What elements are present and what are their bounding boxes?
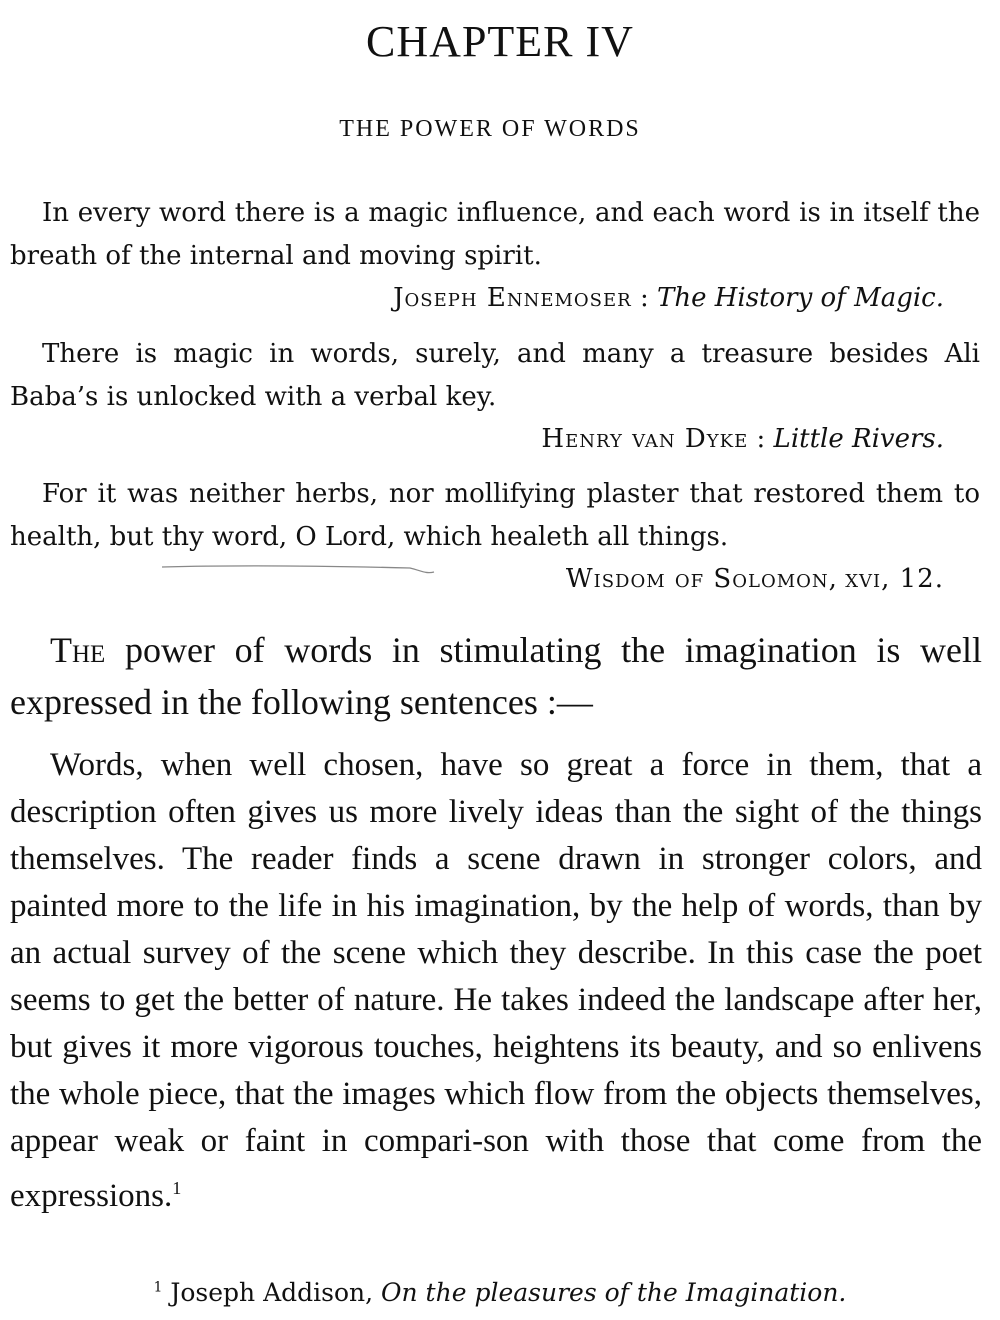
intro-lead: The xyxy=(50,630,106,670)
epigraph-author: Joseph Ennemoser xyxy=(393,283,632,313)
epigraph-1-attribution: Joseph Ennemoser : The History of Magic. xyxy=(393,283,944,313)
footnote-author: Joseph Addison, xyxy=(170,1278,374,1307)
intro-text: power of words in stimulating the imagination is well expressed in the following sentences :— xyxy=(10,630,982,722)
epigraph-text: In every word there is a magic influence, and each word is in itself the breath of the internal and moving spirit. xyxy=(10,198,980,271)
intro-paragraph xyxy=(10,624,982,728)
footnote xyxy=(0,1278,1000,1307)
pencil-underline-mark xyxy=(160,563,460,577)
epigraph-2-attribution: Henry van Dyke : Little Rivers. xyxy=(541,424,944,454)
epigraph-3 xyxy=(10,473,980,559)
epigraph-text: For it was neither herbs, nor mollifying plaster that restored them to health, but thy word, O Lord, which healeth all things. xyxy=(10,479,980,552)
footnote-work: On the pleasures of the Imagination. xyxy=(381,1278,847,1307)
epigraph-author: Wisdom of Solomon xyxy=(565,564,829,594)
epigraph-3-attribution: Wisdom of Solomon, xvi, 12. xyxy=(565,564,944,594)
epigraph-author: Henry van Dyke xyxy=(541,424,749,454)
footnote-mark: 1 xyxy=(153,1279,163,1296)
epigraph-work: Little Rivers. xyxy=(773,424,944,454)
epigraph-1 xyxy=(10,192,980,278)
chapter-title: CHAPTER IV xyxy=(366,17,634,66)
chapter-subtitle: THE POWER OF WORDS xyxy=(339,116,641,142)
epigraph-2 xyxy=(10,333,980,419)
quoted-passage xyxy=(10,742,982,1220)
epigraph-work: The History of Magic. xyxy=(656,283,944,313)
footnote-reference: 1 xyxy=(172,1178,182,1198)
quote-text: Words, when well chosen, have so great a force in them, that a description often gives us more lively ideas than the sight of the things themselves. The reader finds a scene drawn in stronger colors, and painted more to the life in his imagination, by the help of words, than by an actual survey of the scene which they describe. In this case the poet seems to get the better of nature. He takes indeed the landscape after her, but gives it more vigorous touches, heightens its beauty, and so enlivens the whole piece, that the images which flow from the objects themselves, appear weak or faint in compari-son with those that come from the expressions. xyxy=(10,747,982,1214)
epigraph-text: There is magic in words, surely, and many a treasure besides Ali Baba’s is unlocked with a verbal key. xyxy=(10,339,980,412)
epigraph-work: xvi, 12. xyxy=(845,564,944,594)
